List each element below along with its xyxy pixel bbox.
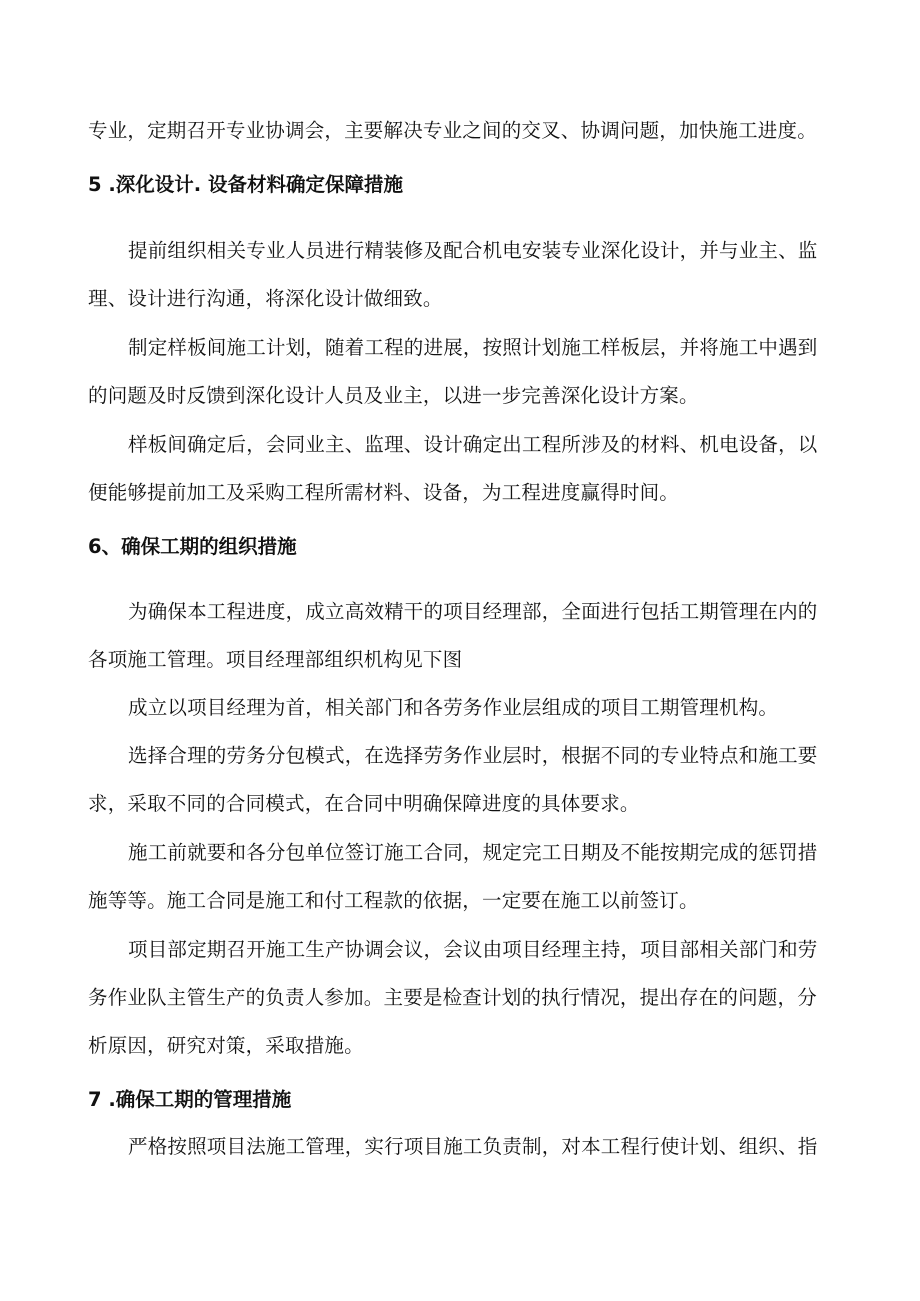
paragraph-line: 析原因，研究对策，采取措施。 <box>88 1034 364 1057</box>
section-heading-7: 7 .确保工期的管理措施 <box>88 1088 292 1111</box>
paragraph-line: 施工前就要和各分包单位签订施工合同，规定完工日期及不能按期完成的惩罚措 <box>128 841 818 864</box>
paragraph-line: 成立以项目经理为首，相关部门和各劳务作业层组成的项目工期管理机构。 <box>128 696 779 719</box>
paragraph-line: 务作业队主管生产的负责人参加。主要是检查计划的执行情况，提出存在的问题，分 <box>88 986 817 1009</box>
paragraph-line: 求，采取不同的合同模式，在合同中明确保障进度的具体要求。 <box>88 792 640 815</box>
paragraph-line: 制定样板间施工计划，随着工程的进展，按照计划施工样板层，并将施工中遇到 <box>128 336 818 359</box>
paragraph-line: 施等等。施工合同是施工和付工程款的依据，一定要在施工以前签订。 <box>88 889 699 912</box>
paragraph-line: 便能够提前加工及采购工程所需材料、设备，为工程进度赢得时间。 <box>88 481 680 504</box>
paragraph-line: 提前组织相关专业人员进行精装修及配合机电安装专业深化设计，并与业主、监 <box>128 239 818 262</box>
paragraph-line: 选择合理的劳务分包模式，在选择劳务作业层时，根据不同的专业特点和施工要 <box>128 744 818 767</box>
paragraph-line: 为确保本工程进度，成立高效精干的项目经理部，全面进行包括工期管理在内的 <box>128 600 818 623</box>
paragraph-line: 样板间确定后，会同业主、监理、设计确定出工程所涉及的材料、机电设备，以 <box>128 433 818 456</box>
paragraph-line: 的问题及时反馈到深化设计人员及业主，以进一步完善深化设计方案。 <box>88 384 699 407</box>
paragraph-line: 项目部定期召开施工生产协调会议，会议由项目经理主持，项目部相关部门和劳 <box>128 938 818 961</box>
paragraph-line: 严格按照项目法施工管理，实行项目施工负责制，对本工程行使计划、组织、指 <box>128 1135 818 1158</box>
paragraph-line: 理、设计进行沟通，将深化设计做细致。 <box>88 287 443 310</box>
section-heading-6: 6、确保工期的组织措施 <box>88 535 297 558</box>
paragraph-line: 专业，定期召开专业协调会，主要解决专业之间的交叉、协调问题，加快施工进度。 <box>88 119 817 142</box>
section-heading-5: 5 .深化设计. 设备材料确定保障措施 <box>88 173 403 196</box>
paragraph-line: 各项施工管理。项目经理部组织机构见下图 <box>88 648 463 671</box>
